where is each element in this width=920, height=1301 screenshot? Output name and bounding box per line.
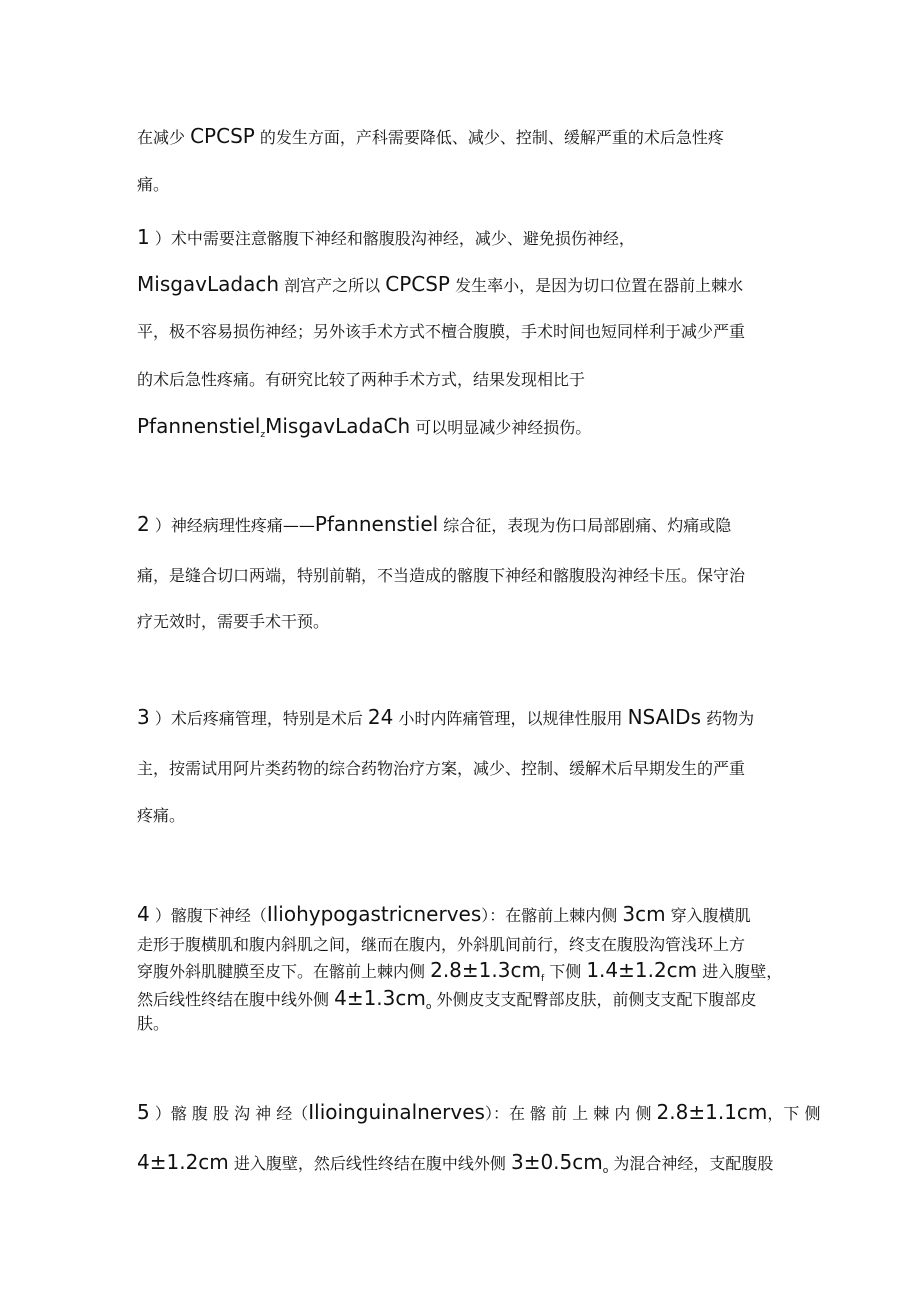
text-line xyxy=(137,610,329,634)
text-span: z xyxy=(260,430,266,440)
text-span: Iliohypogastricnerves xyxy=(266,902,482,926)
text-span: ）髂 腹 股 沟 神 经（ xyxy=(149,1104,309,1123)
text-span: 4 xyxy=(137,902,150,926)
text-line xyxy=(137,414,591,447)
text-span: 穿腹外斜肌腱膜至皮下。在髂前上棘内侧 xyxy=(137,962,431,981)
text-span: ）髂腹下神经（ xyxy=(149,906,267,925)
text-span: 外侧皮支支配臀部皮肤，前侧支支配下腹部皮 xyxy=(431,990,757,1009)
text-span: Pfannenstiel xyxy=(314,512,439,536)
text-line xyxy=(137,368,585,392)
text-span: 发生率小，是因为切口位置在器前上棘水 xyxy=(449,276,744,295)
text-span: MisgavLadach xyxy=(137,272,280,296)
text-span: 疗无效时，需要手术干预。 xyxy=(137,612,330,631)
text-span: NSAIDs xyxy=(627,705,701,729)
text-line xyxy=(137,225,635,251)
text-span: Pfannenstiel xyxy=(137,414,261,438)
text-span: 肤。 xyxy=(137,1014,170,1033)
text-line xyxy=(137,705,754,731)
text-span: 穿入腹横肌 xyxy=(665,906,751,925)
text-span: CPCSP xyxy=(385,272,450,296)
text-span: 24 xyxy=(367,705,394,729)
text-span: 2 xyxy=(137,512,150,536)
text-span: 进入腹壁， xyxy=(697,962,783,981)
text-span: 痛。 xyxy=(137,175,170,194)
text-span: 疼痛。 xyxy=(137,806,186,825)
text-span: 然后线性终结在腹中线外侧 xyxy=(137,990,335,1009)
text-span: 的发生方面，产科需要降低、减少、控制、缓解严重的术后急性疼 xyxy=(254,128,724,147)
text-span: 综合征，表现为伤口局部剧痛、灼痛或隐 xyxy=(438,516,732,535)
text-span: 平，极不容易损伤神经；另外该手术方式不檀合腹膜，手术时间也短同样利于减少严重 xyxy=(137,322,746,341)
text-span: 的术后急性疼痛。有研究比较了两种手术方式，结果发现相比于 xyxy=(137,370,586,389)
text-span: Ilioinguinalnerves xyxy=(308,1100,485,1124)
text-span: ）术后疼痛管理，特别是术后 xyxy=(149,709,368,728)
text-span: 可以明显减少神经损伤。 xyxy=(410,418,592,437)
text-span: o xyxy=(425,1002,432,1012)
text-span: 小时内阵痛管理，以规律性服用 xyxy=(393,709,628,728)
text-span: f xyxy=(540,974,545,984)
text-line xyxy=(137,902,751,928)
text-line xyxy=(137,804,185,828)
text-line xyxy=(137,272,743,298)
text-span: MisgavLadaCh xyxy=(265,414,411,438)
text-span: 痛，是缝合切口两端，特别前鞘，不当造成的髂腹下神经和髂腹股沟神经卡压。保守治 xyxy=(137,566,746,585)
text-line xyxy=(137,124,724,150)
text-span: o xyxy=(602,1166,609,1176)
text-span: ，下 侧 xyxy=(767,1104,821,1123)
text-line xyxy=(137,986,756,1019)
text-span: 1.4±1.2cm xyxy=(586,958,698,982)
text-line xyxy=(137,1100,821,1126)
text-span: 在减少 xyxy=(137,128,191,147)
text-span: 2.8±1.1cm xyxy=(656,1100,768,1124)
text-span: 主，按需试用阿片类药物的综合药物治疗方案，减少、控制、缓解术后早期发生的严重 xyxy=(137,759,746,778)
text-span: 进入腹壁，然后线性终结在腹中线外侧 xyxy=(228,1154,511,1173)
text-span: 3±0.5cm xyxy=(510,1150,603,1174)
text-span: 药物为 xyxy=(701,709,755,728)
text-line xyxy=(137,173,169,197)
text-span: 3cm xyxy=(622,902,666,926)
text-span: 2.8±1.3cm xyxy=(430,958,541,982)
text-span: ）：在髂前上棘内侧 xyxy=(481,906,623,925)
text-line xyxy=(137,757,745,781)
text-span: 走形于腹横肌和腹内斜肌之间，继而在腹内，外斜肌间前行，终支在腹股沟管浅环上方 xyxy=(137,935,746,954)
text-span: ）神经病理性疼痛—— xyxy=(149,516,315,535)
text-span: CPCSP xyxy=(190,124,255,148)
text-span: 为混合神经，支配腹股 xyxy=(608,1154,774,1173)
text-span: ）术中需要注意髂腹下神经和髂腹股沟神经，减少、避免损伤神经， xyxy=(149,229,635,248)
text-span: 1 xyxy=(137,225,150,249)
text-line xyxy=(137,1150,773,1183)
text-span: 剖宫产之所以 xyxy=(279,276,386,295)
text-line xyxy=(137,512,731,538)
text-span: 3 xyxy=(137,705,150,729)
text-line xyxy=(137,320,745,344)
text-span: 下侧 xyxy=(544,962,587,981)
text-span: 4±1.3cm xyxy=(334,986,426,1010)
text-span: 5 xyxy=(137,1100,150,1124)
text-line xyxy=(137,564,745,588)
text-span: 4±1.2cm xyxy=(137,1150,229,1174)
text-line xyxy=(137,933,745,957)
text-span: ）：在 髂 前 上 棘 内 侧 xyxy=(484,1104,657,1123)
text-line xyxy=(137,1012,169,1036)
